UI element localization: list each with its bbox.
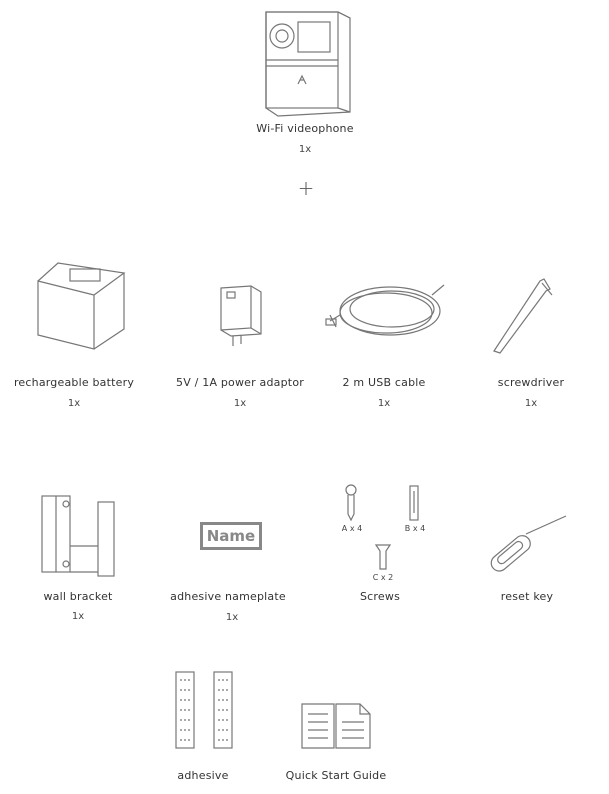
wall-bracket-label: wall bracket xyxy=(43,590,113,603)
reset-key-label: reset key xyxy=(500,590,554,603)
usb-cable-image xyxy=(320,275,450,351)
screw-c-label: C x 2 xyxy=(372,573,394,582)
screwdriver-image xyxy=(490,275,560,359)
nameplate-qty: 1x xyxy=(225,612,239,623)
quick-start-guide-image xyxy=(300,700,372,754)
screw-a-icon xyxy=(344,484,358,526)
nameplate-image xyxy=(200,522,262,550)
nameplate-text: Name xyxy=(206,527,256,545)
battery-label: rechargeable battery xyxy=(13,376,135,389)
reset-key-image xyxy=(490,512,570,576)
screwdriver-label: screwdriver xyxy=(497,376,565,389)
usb-cable-label: 2 m USB cable xyxy=(342,376,426,389)
battery-qty: 1x xyxy=(67,398,81,409)
videophone-image xyxy=(258,8,354,124)
power-adaptor-qty: 1x xyxy=(233,398,247,409)
adhesive-image xyxy=(174,670,236,754)
power-adaptor-image xyxy=(215,282,267,352)
battery-image xyxy=(34,255,130,355)
videophone-qty: 1x xyxy=(298,144,312,155)
plus-sign: + xyxy=(297,176,315,200)
anchor-b-icon xyxy=(408,485,420,525)
wall-bracket-qty: 1x xyxy=(71,611,85,622)
anchor-b-label: B x 4 xyxy=(404,524,426,533)
screw-c-icon xyxy=(375,543,391,575)
power-adaptor-label: 5V / 1A power adaptor xyxy=(176,376,304,389)
wall-bracket-image xyxy=(40,492,120,582)
screws-label: Screws xyxy=(359,590,401,603)
screw-a-label: A x 4 xyxy=(341,524,363,533)
adhesive-label: adhesive xyxy=(177,769,229,782)
videophone-label: Wi-Fi videophone xyxy=(256,122,354,135)
usb-cable-qty: 1x xyxy=(377,398,391,409)
screwdriver-qty: 1x xyxy=(524,398,538,409)
nameplate-label: adhesive nameplate xyxy=(170,590,286,603)
quick-start-guide-label: Quick Start Guide xyxy=(285,769,387,782)
